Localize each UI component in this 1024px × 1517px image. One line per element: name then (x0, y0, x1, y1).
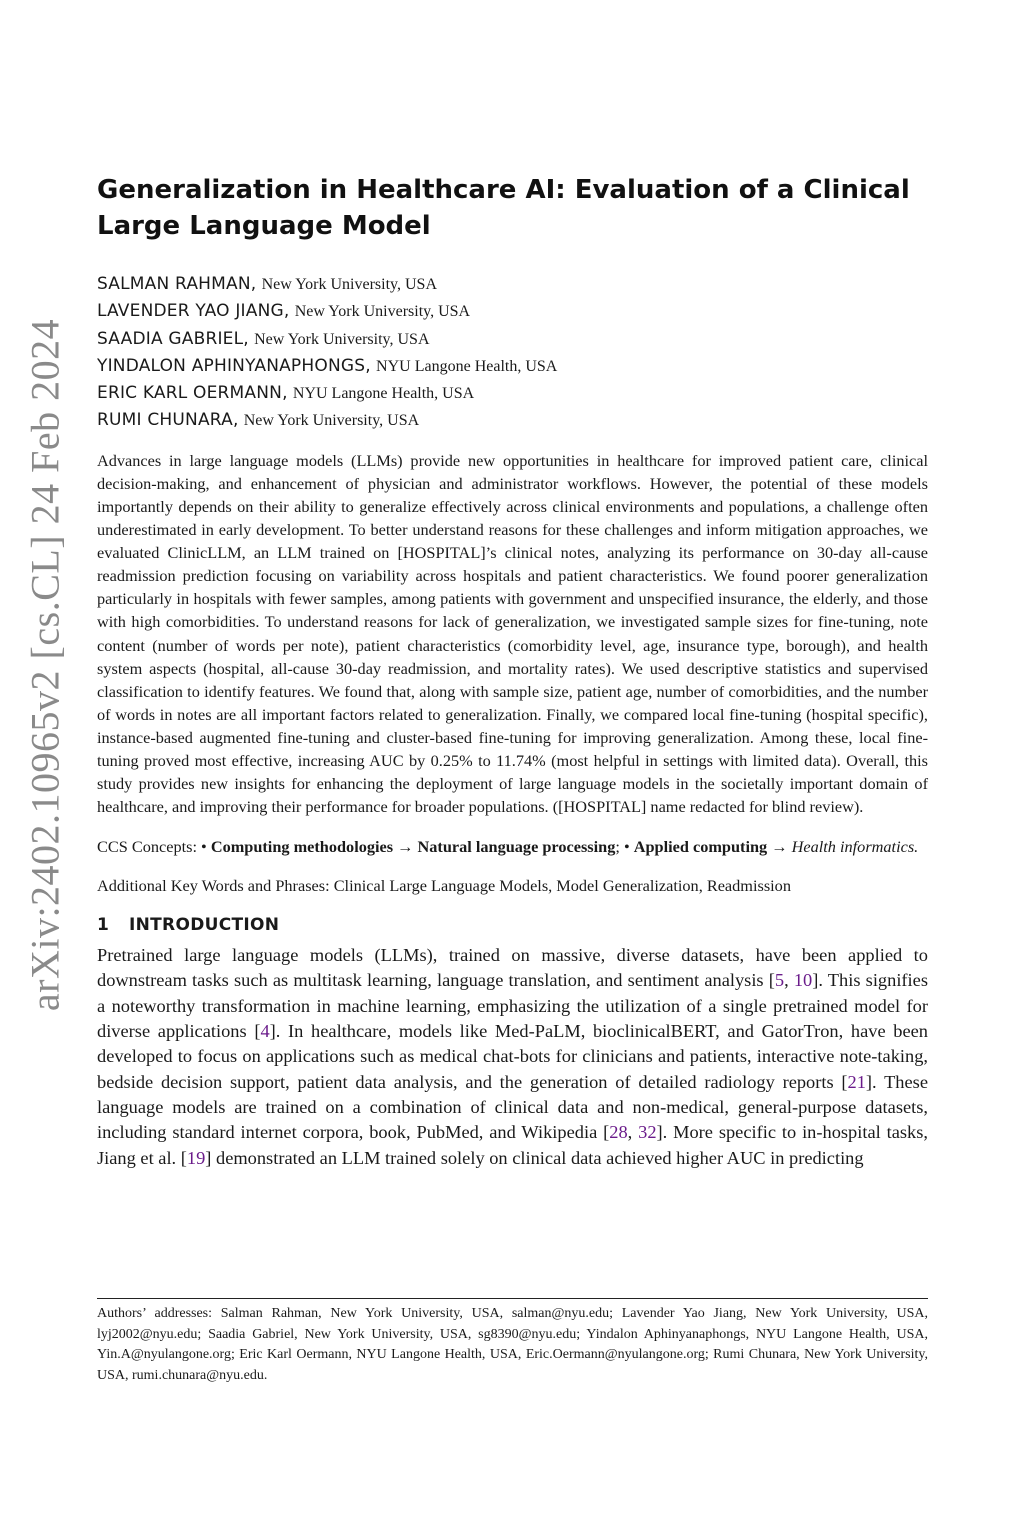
authors-addresses-footnote: Authors’ addresses: Salman Rahman, New York University, USA, salman@nyu.edu; Lavender Yao Jiang, New York University, USA, lyj2002@nyu.edu; Saadia Gabriel, New York University, USA, sg8390@nyu.edu; Yindalon Aphinyanaphongs, NYU Langone Health, USA, Yin.A@nyulangone.org; Eric Karl Oermann, NYU Langone Health, USA, Eric.Oermann@nyulangone.org; Rumi Chunara, New York University, USA, rumi.chunara@nyu.edu. (97, 1306, 928, 1383)
author-name: ERIC KARL OERMANN (97, 383, 283, 404)
citation-link[interactable]: 5 (774, 970, 785, 991)
ccs-concepts: CCS Concepts: • Computing methodologies → Natural language processing; • Applied computing → Health informatics. (97, 836, 919, 856)
author-entry: SAADIA GABRIEL, New York University, USA (97, 328, 430, 349)
section-number: 1 (97, 915, 110, 936)
ccs-subitem: Health informatics. (791, 836, 919, 856)
author-affiliation: New York University, USA (243, 412, 420, 430)
abstract: Advances in large language models (LLMs) provide new opportunities in healthcare for improved patient care, clinical decision-making, and enhancement of physician and administrator workflows. However, the potential of these models importantly depends on their ability to generalize effectively across clinical environments and populations, a challenge often underestimated in early development. To better understand reasons for these challenges and inform mitigation approaches, we evaluated ClinicLLM, an LLM trained on [HOSPITAL]’s clinical notes, analyzing its performance on 30-day all-cause readmission prediction focusing on variability across hospitals and patient characteristics. We found poorer generalization particularly in hospitals with fewer samples, among patients with government and unspecified insurance, the elderly, and those with high comorbidities. To understand reasons for lack of generalization, we investigated sample sizes for fine-tuning, note content (number of words per note), patient characteristics (comorbidity level, age, insurance type, borough), and health system aspects (hospital, all-cause 30-day readmission, and mortality rates). We used descriptive statistics and supervised classification to identify features. We found that, along with sample size, patient age, number of comorbidities, and the number of words in notes are all important factors related to generalization. Finally, we compared local fine-tuning (hospital specific), instance-based augmented fine-tuning and cluster-based fine-tuning for improving generalization. Among these, local fine-tuning proved most effective, increasing AUC by 0.25% to 11.74% (most helpful in settings with limited data). Overall, this study provides new insights for enhancing the deployment of large language models in the societally important domain of healthcare, and improving their performance for broader populations. ([HOSPITAL] name redacted for blind review). (97, 450, 928, 817)
author-name: SAADIA GABRIEL (97, 328, 244, 349)
author-name: RUMI CHUNARA (97, 410, 233, 431)
author-affiliation: NYU Langone Health, USA (292, 385, 475, 403)
ccs-subitem: Natural language processing (417, 836, 616, 856)
author-affiliation: NYU Langone Health, USA (376, 357, 558, 375)
author-entry: YINDALON APHINYANAPHONGS, NYU Langone Health, USA (97, 355, 558, 376)
author-name: LAVENDER YAO JIANG (97, 301, 284, 322)
arxiv-stamp-text[interactable]: arXiv:2402.10965v2 [cs.CL] 24 Feb 2024 (22, 318, 68, 1012)
arxiv-stamp (0, 0, 86, 1517)
paper-title: Generalization in Healthcare AI: Evaluation of a Clinical Large Language Model (97, 175, 910, 241)
author-list (97, 271, 928, 435)
author-name: YINDALON APHINYANAPHONGS (97, 355, 366, 376)
citation-link[interactable]: 28 (609, 1122, 628, 1143)
ccs-item: Computing methodologies (210, 836, 394, 856)
citation-link[interactable]: 19 (186, 1147, 206, 1168)
citation-link[interactable]: 21 (847, 1071, 866, 1092)
author-entry: RUMI CHUNARA, New York University, USA (97, 410, 420, 431)
author-name: SALMAN RAHMAN (97, 274, 251, 294)
author-affiliation: New York University, USA (294, 303, 471, 321)
author-entry: SALMAN RAHMAN, New York University, USA (97, 274, 438, 294)
paper-page (97, 172, 928, 1189)
author-affiliation: New York University, USA (254, 330, 430, 348)
arrow-icon: → (397, 836, 414, 856)
section-title: INTRODUCTION (129, 915, 280, 936)
ccs-label: CCS Concepts: (97, 836, 197, 856)
ccs-item: Applied computing (633, 836, 768, 856)
citation-link[interactable]: 4 (260, 1021, 270, 1042)
author-affiliation: New York University, USA (261, 276, 438, 293)
footnote-divider (97, 1298, 928, 1299)
citation-link[interactable]: 10 (793, 970, 813, 991)
keywords: Additional Key Words and Phrases: Clinical Large Language Models, Model Generalization, Readmission (97, 875, 791, 895)
citation-link[interactable]: 32 (638, 1122, 657, 1143)
intro-paragraph: Pretrained large language models (LLMs), trained on massive, diverse datasets, have been applied to downstream tasks such as multitask learning, language translation, and sentiment analysis [5, 10]. This signifies a noteworthy transformation in machine learning, emphasizing the utilization of a single pretrained model for diverse applications [4]. In healthcare, models like Med-PaLM, bioclinicalBERT, and GatorTron, have been developed to focus on applications such as medical chat-bots for clinicians and patients, interactive note-taking, bedside decision support, patient data analysis, and the generation of detailed radiology reports [21]. These language models are trained on a combination of clinical data and non-medical, general-purpose datasets, including standard internet corpora, book, PubMed, and Wikipedia [28, 32]. More specific to in-hospital tasks, Jiang et al. [19] demonstrated an LLM trained solely on clinical data achieved higher AUC in predicting (97, 945, 928, 1168)
section-heading (97, 913, 928, 937)
arrow-icon: → (771, 836, 788, 856)
author-entry: ERIC KARL OERMANN, NYU Langone Health, USA (97, 383, 475, 404)
author-entry: LAVENDER YAO JIANG, New York University, USA (97, 301, 471, 322)
